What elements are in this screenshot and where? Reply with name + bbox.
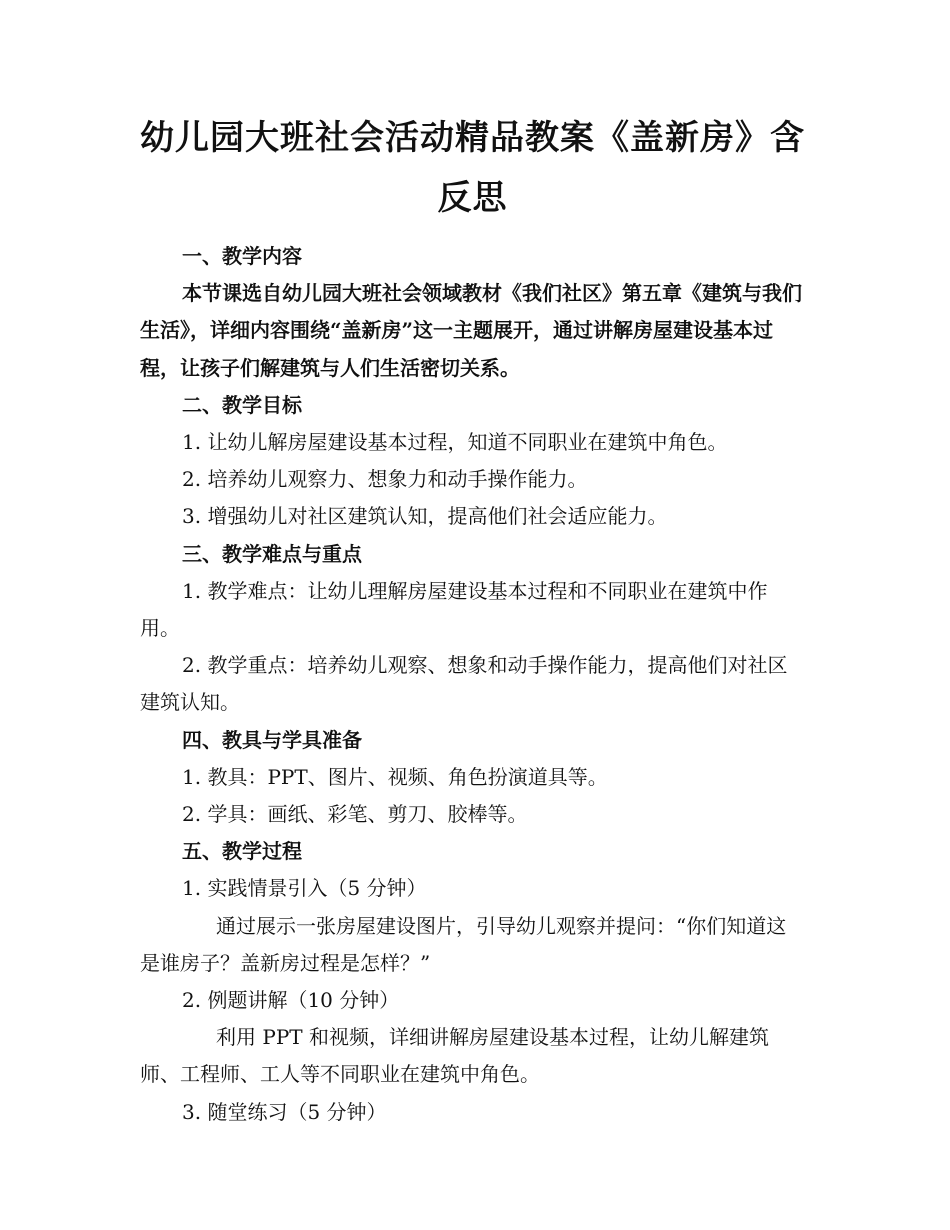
list-item: 2. 学具：画纸、彩笔、剪刀、胶棒等。	[182, 802, 528, 827]
title-line-2: 反思	[437, 178, 508, 218]
list-item: 1. 让幼儿解房屋建设基本过程，知道不同职业在建筑中角色。	[182, 430, 728, 455]
list-item: 2. 例题讲解（10 分钟）	[182, 988, 400, 1013]
list-item: 1. 实践情景引入（5 分钟）	[182, 876, 427, 901]
section-heading: 三、教学难点与重点	[182, 541, 362, 566]
title-line-1: 幼儿园大班社会活动精品教案《盖新房》含	[140, 118, 805, 158]
paragraph: 通过展示一张房屋建设图片，引导幼儿观察并提问：“你们知道这是谁房子？盖新房过程是怎样？”	[140, 913, 787, 975]
list-item: 3. 随堂练习（5 分钟）	[182, 1099, 387, 1124]
section-heading: 四、教具与学具准备	[182, 727, 362, 752]
document-page	[140, 0, 805, 1131]
section-heading: 一、教学内容	[182, 244, 302, 268]
section-heading: 二、教学目标	[182, 392, 302, 417]
list-item: 2. 教学重点：培养幼儿观察、想象和动手操作能力，提高他们对社区建筑认知。	[140, 653, 788, 715]
paragraph: 本节课选自幼儿园大班社会领域教材《我们社区》第五章《建筑与我们生活》，详细内容围绕“盖新房”这一主题展开，通过讲解房屋建设基本过程，让孩子们解建筑与人们生活密切关系。	[140, 281, 802, 380]
list-item: 1. 教学难点：让幼儿理解房屋建设基本过程和不同职业在建筑中作用。	[140, 578, 768, 641]
list-item: 3. 增强幼儿对社区建筑认知，提高他们社会适应能力。	[182, 504, 668, 529]
section-heading: 五、教学过程	[182, 839, 302, 864]
document-title	[140, 108, 805, 228]
document-body	[140, 238, 805, 1131]
list-item: 2. 培养幼儿观察力、想象力和动手操作能力。	[182, 467, 588, 492]
list-item: 1. 教具：PPT、图片、视频、角色扮演道具等。	[182, 764, 608, 789]
paragraph: 利用 PPT 和视频，详细讲解房屋建设基本过程，让幼儿解建筑师、工程师、工人等不同职业在建筑中角色。	[140, 1025, 769, 1087]
